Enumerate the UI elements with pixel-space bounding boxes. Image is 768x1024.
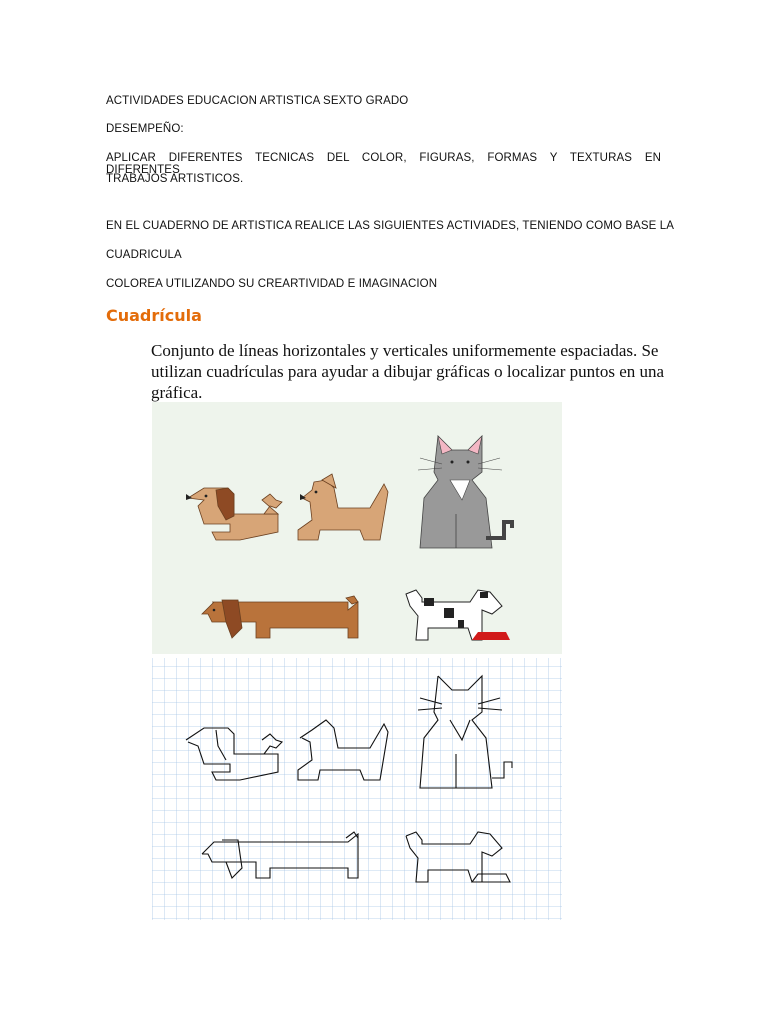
performance-label: DESEMPEÑO: <box>106 123 184 135</box>
grid-drawing-illustration <box>152 402 562 920</box>
instruction-line3: COLOREA UTILIZANDO SU CREARTIVIDAD E IMAGINACION <box>106 278 438 290</box>
cuadricula-heading: Cuadrícula <box>106 306 202 325</box>
instruction-line1: EN EL CUADERNO DE ARTISTICA REALICE LAS SIGUIENTES ACTIVIADES, TENIENDO COMO BASE LA <box>106 220 674 232</box>
cuadricula-definition: Conjunto de líneas horizontales y verticales uniformemente espaciadas. Se utilizan cuadrículas para ayudar a dibujar gráficas o localizar puntos en una gráfica. <box>151 341 665 402</box>
document-title: ACTIVIDADES EDUCACION ARTISTICA SEXTO GRADO <box>106 95 409 107</box>
performance-text-line1: APLICAR DIFERENTES TECNICAS DEL COLOR, FIGURAS, FORMAS Y TEXTURAS EN DIFERENTES <box>106 152 661 176</box>
instruction-line2: CUADRICULA <box>106 249 182 261</box>
performance-text-line2: TRABAJOS ARTISTICOS. <box>106 173 244 185</box>
